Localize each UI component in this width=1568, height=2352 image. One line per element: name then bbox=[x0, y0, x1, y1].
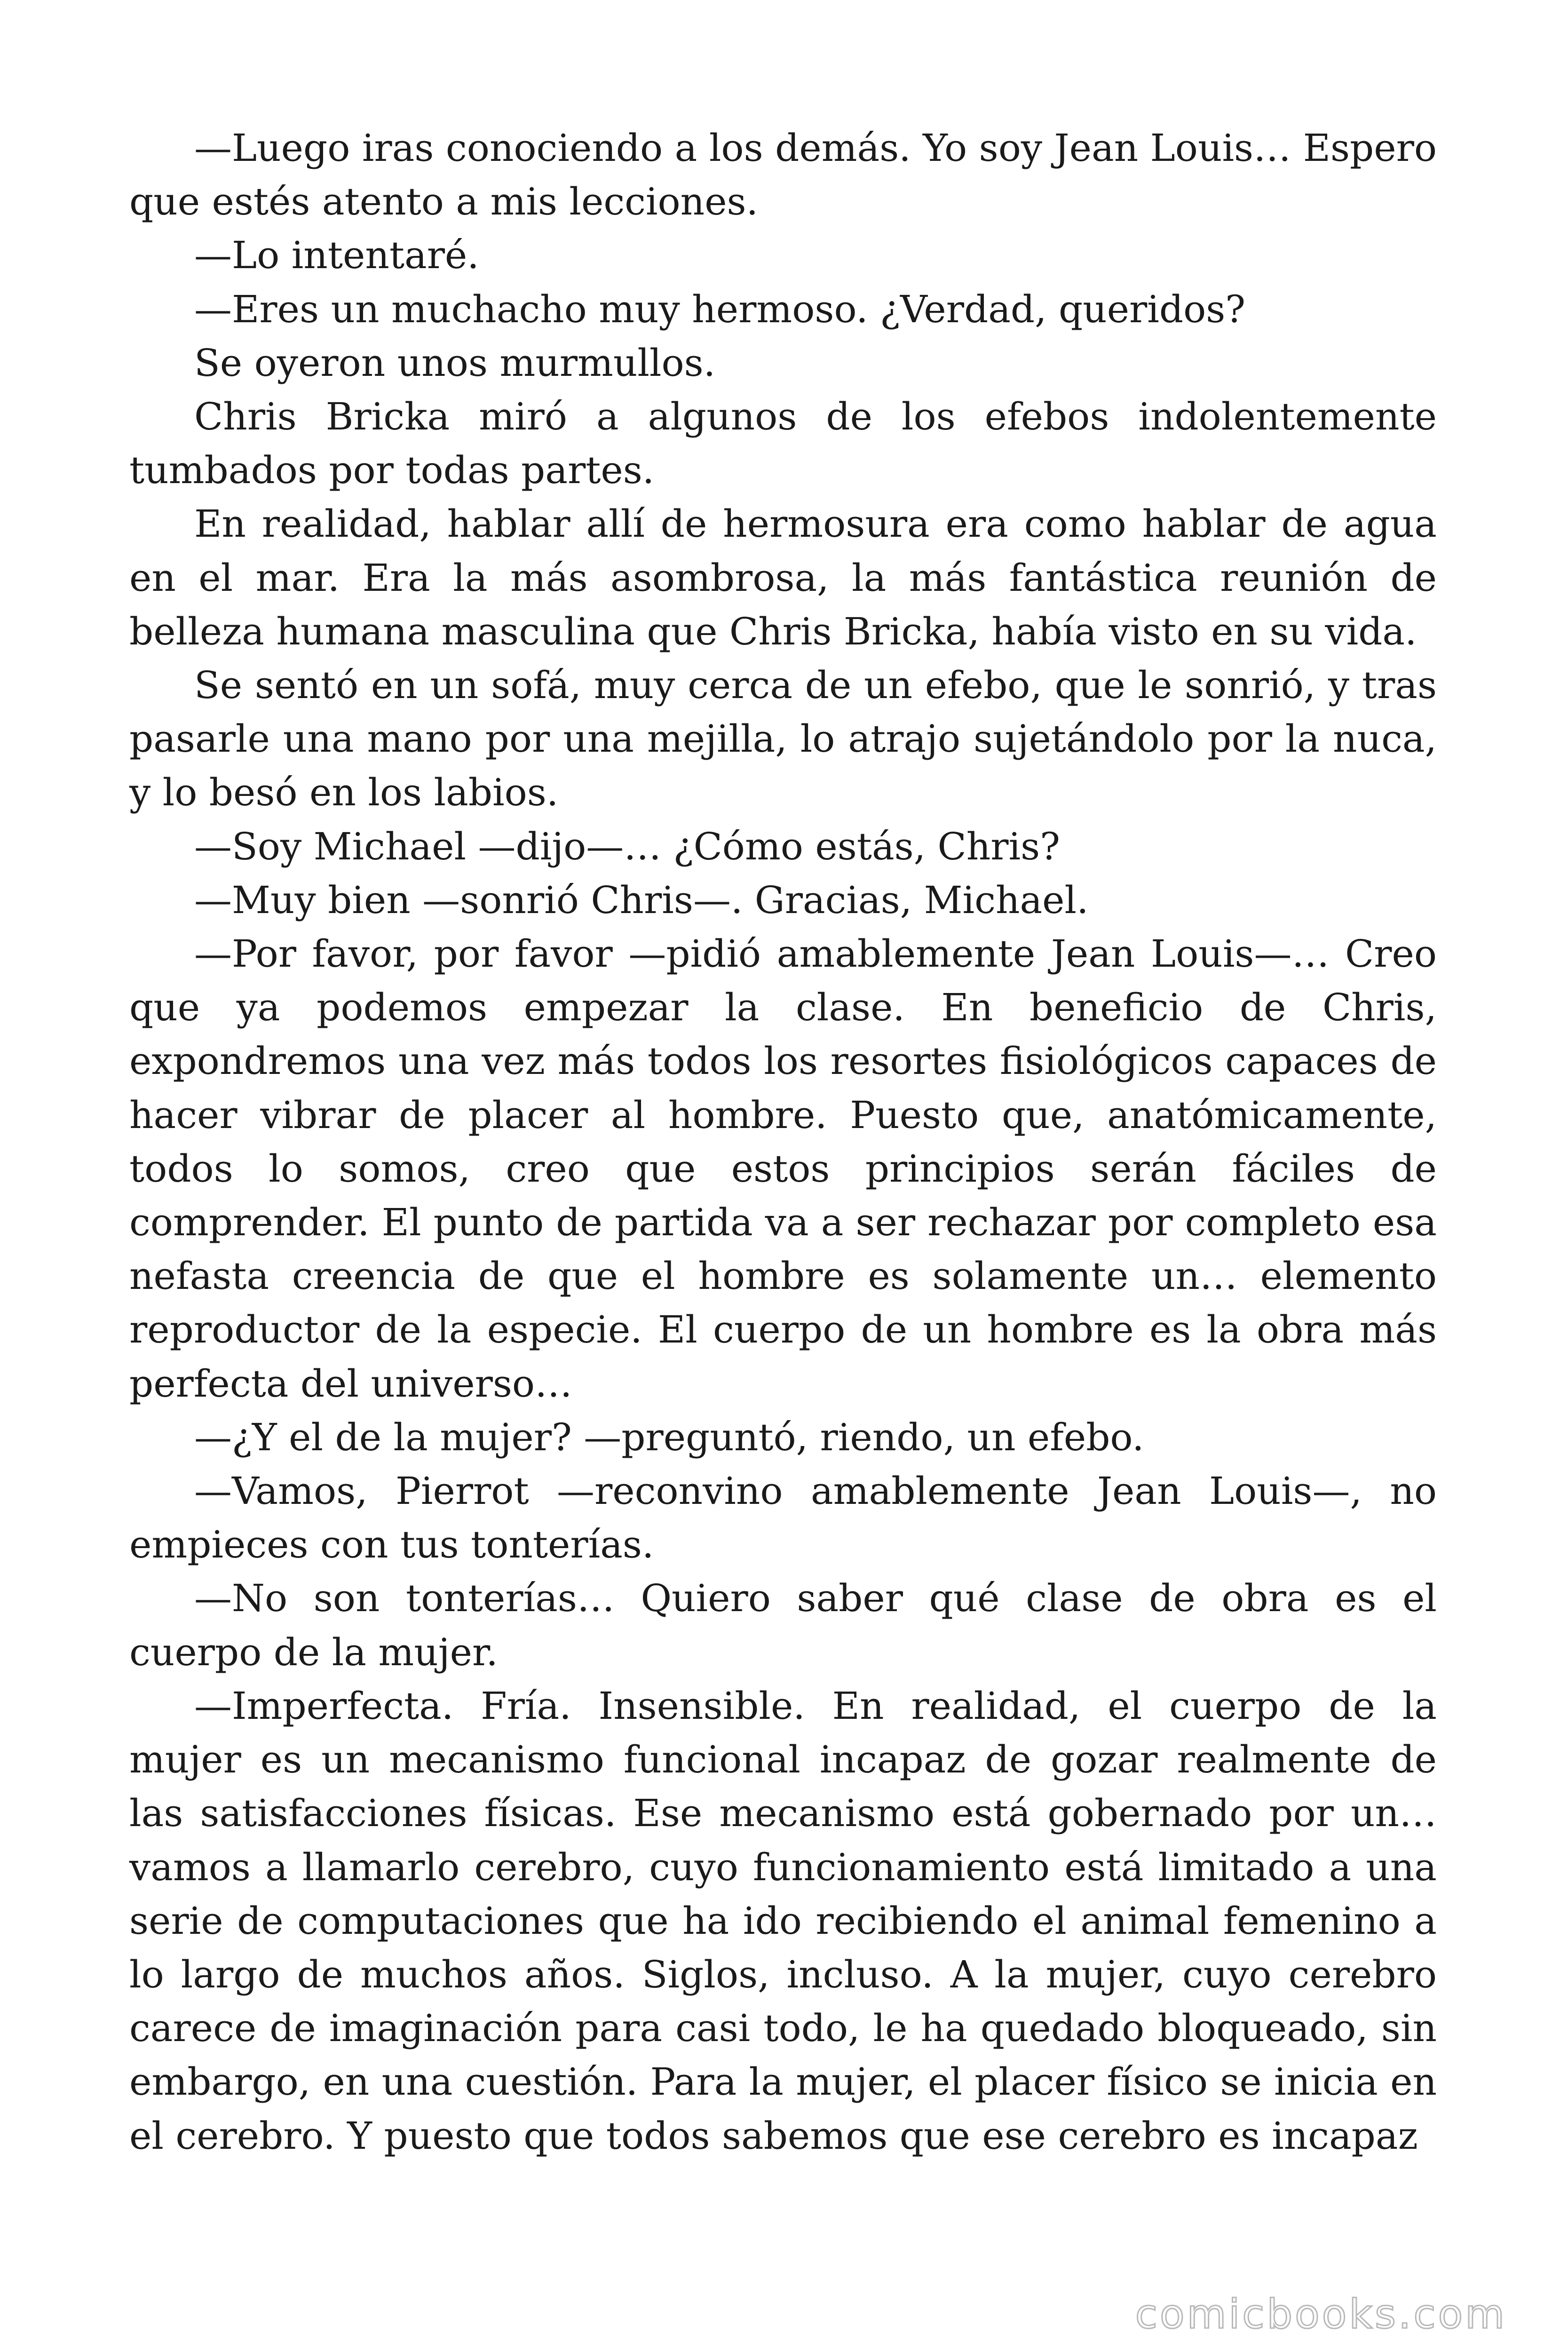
paragraph: Chris Bricka miró a algunos de los efebos indolentemente tumbados por todas partes. bbox=[129, 395, 1437, 493]
paragraph: —Lo intentaré. bbox=[194, 233, 479, 278]
paragraph: —Eres un muchacho muy hermoso. ¿Verdad, queridos? bbox=[194, 287, 1246, 331]
paragraph: Se sentó en un sofá, muy cerca de un efebo, que le sonrió, y tras pasarle una mano por una mejilla, lo atrajo sujetándolo por la nuca, y lo besó en los labios. bbox=[129, 663, 1437, 815]
paragraph: —Luego iras conociendo a los demás. Yo soy Jean Louis… Espero que estés atento a mis lecciones. bbox=[129, 126, 1437, 224]
paragraph: —Por favor, por favor —pidió amablemente Jean Louis—… Creo que ya podemos empezar la clase. En beneficio de Chris, expondremos una vez más todos los resortes fisiológicos capaces de hacer vibrar de placer al hombre. Puesto que, anatómicamente, todos lo somos, creo que estos principios serán fáciles de comprender. El punto de partida va a ser rechazar por completo esa nefasta creencia de que el hombre es solamente un… elemento reproductor de la especie. El cuerpo de un hombre es la obra más perfecta del universo… bbox=[129, 932, 1437, 1406]
paragraph: —Soy Michael —dijo—… ¿Cómo estás, Chris? bbox=[194, 824, 1061, 868]
body-text bbox=[129, 121, 1437, 2163]
paragraph: —Muy bien —sonrió Chris—. Gracias, Michael. bbox=[194, 878, 1089, 922]
paragraph: —No son tonterías… Quiero saber qué clase de obra es el cuerpo de la mujer. bbox=[129, 1576, 1437, 1674]
paragraph: —Vamos, Pierrot —reconvino amablemente Jean Louis—, no empieces con tus tonterías. bbox=[129, 1469, 1437, 1567]
paragraph: Se oyeron unos murmullos. bbox=[194, 341, 716, 385]
paragraph: —Imperfecta. Fría. Insensible. En realidad, el cuerpo de la mujer es un mecanismo funcional incapaz de gozar realmente de las satisfacciones físicas. Ese mecanismo está gobernado por un… vamos a llamarlo cerebro, cuyo funcionamiento está limitado a una serie de computaciones que ha ido recibiendo el animal femenino a lo largo de muchos años. Siglos, incluso. A la mujer, cuyo cerebro carece de imaginación para casi todo, le ha quedado bloqueado, sin embargo, en una cuestión. Para la mujer, el placer físico se inicia en el cerebro. Y puesto que todos sabemos que ese cerebro es incapaz bbox=[129, 1684, 1437, 2158]
watermark: comicbooks.com bbox=[1135, 2291, 1507, 2338]
paragraph: —¿Y el de la mujer? —preguntó, riendo, un efebo. bbox=[194, 1415, 1144, 1459]
paragraph: En realidad, hablar allí de hermosura era como hablar de agua en el mar. Era la más asombrosa, la más fantástica reunión de belleza humana masculina que Chris Bricka, había visto en su vida. bbox=[129, 502, 1437, 653]
